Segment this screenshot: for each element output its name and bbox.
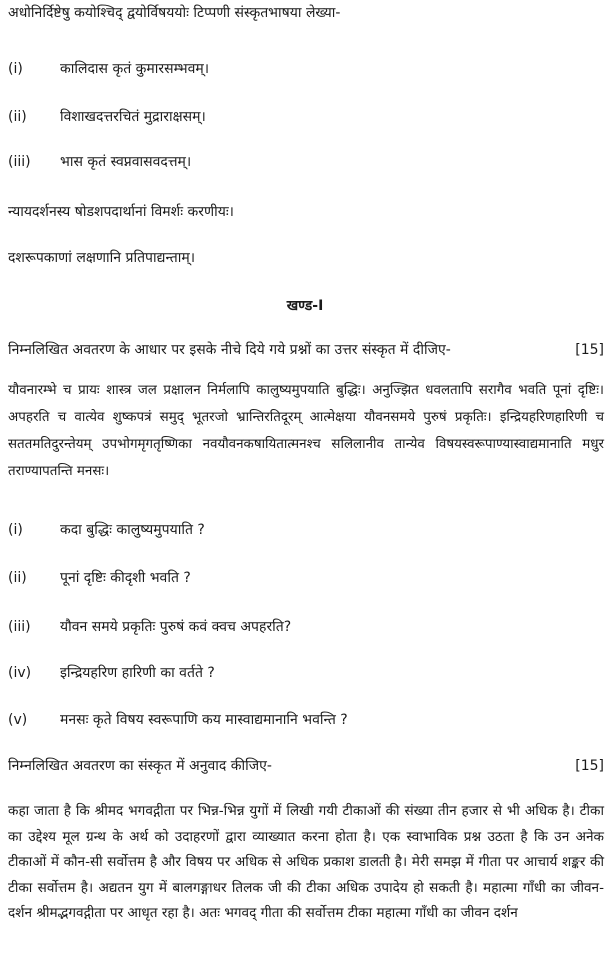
sub-question-number: (i): [8, 522, 23, 538]
sub-question-text: कदा बुद्धिः कालुष्यमुपयाति ?: [60, 522, 205, 538]
sub-question-number: (v): [8, 712, 28, 728]
note-item-text: भास कृतं स्वप्नवासवदत्तम्।: [60, 154, 192, 170]
note-item-text: कालिदास कृतं कुमारसम्भवम्।: [60, 61, 210, 77]
question2-prompt: निम्नलिखित अवतरण का संस्कृत में अनुवाद कीजिए-: [8, 758, 272, 774]
sub-question-number: (iii): [8, 619, 31, 635]
sub-question-text: यौवन समये प्रकृतिः पुरुषं कवं क्वच अपहरति?: [60, 619, 292, 635]
note-item-text: विशाखदत्तरचितं मुद्राराक्षसम्।: [60, 109, 206, 125]
question1-marks: [15]: [575, 342, 604, 358]
note-item-number: (i): [8, 61, 23, 77]
question2-marks: [15]: [575, 758, 604, 774]
sub-question-text: इन्द्रियहरिण हारिणी का वर्तते ?: [60, 665, 215, 681]
note-item-number: (ii): [8, 109, 27, 125]
question1-passage: यौवनारम्भे च प्रायः शास्त्र जल प्रक्षालन निर्मलापि कालुष्यमुपयाति बुद्धिः। अनुज्झित धवलतापि सरागैव भवति पूनां दृष्टिः। अपहरति च वात्येव शुष्कपत्रं समुद् भूतरजो भ्रान्तिरतिदूरम् आत्मेक्षया यौवनसमये पुरुषं प्रकृतिः। इन्द्रियहरिणहारिणी च सततमतिदुरन्तेयम् उपभोगमृगतृष्णिका नवयौवनकषायितात्मनश्च सलिलानीव तान्येव विषयस्वरूपाण्यास्वाद्यमानाति मधुर तराण्यापतन्ति मनसः।: [8, 383, 604, 479]
question1-prompt: निम्नलिखित अवतरण के आधार पर इसके नीचे दिये गये प्रश्नों का उत्तर संस्कृत में दीजिए-: [8, 342, 451, 358]
section-heading: खण्ड-I: [286, 298, 324, 314]
dasharupaka-note-line: दशरूपकाणां लक्षणानि प्रतिपाद्यन्ताम्।: [8, 250, 196, 266]
sub-question-number: (ii): [8, 570, 27, 586]
question2-passage: कहा जाता है कि श्रीमद भगवद्गीता पर भिन्न-भिन्न युगों में लिखी गयी टीकाओं की संख्या तीन हजार से भी अधिक है। टीका का उद्देश्य मूल ग्रन्थ के अर्थ को उदाहरणों द्वारा व्याख्यात करना होता है। एक स्वाभाविक प्रश्न उठता है कि उन अनेक टीकाओं में कौन-सी सर्वोत्तम है और विषय पर अधिक से अधिक प्रकाश डालती है। मेरी समझ में गीता पर आचार्य शङ्कर की टीका सर्वोत्तम है। अद्यतन युग में बालगङ्गाधर तिलक जी की टीका अधिक उपादेय हो सकती है। महात्मा गाँधी का जीवन-दर्शन श्रीमद्भगवद्गीता पर आधृत रहा है। अतः भगवद् गीता की सर्वोत्तम टीका महात्मा गाँधी का जीवन दर्शन: [8, 803, 604, 921]
nyaya-note-line: न्यायदर्शनस्य षोडशपदार्थानां विमर्शः करणीयः।: [8, 204, 234, 220]
notes-instruction: अधोनिर्दिष्टेषु कयोश्चिद् द्वयोर्विषययोः टिप्पणी संस्कृतभाषया लेख्या-: [8, 5, 341, 21]
note-item-number: (iii): [8, 154, 31, 170]
sub-question-text: पूनां दृष्टिः कीदृशी भवति ?: [60, 570, 191, 586]
sub-question-text: मनसः कृते विषय स्वरूपाणि कय मास्वाद्यमानानि भवन्ति ?: [60, 712, 348, 728]
sub-question-number: (iv): [8, 665, 32, 681]
